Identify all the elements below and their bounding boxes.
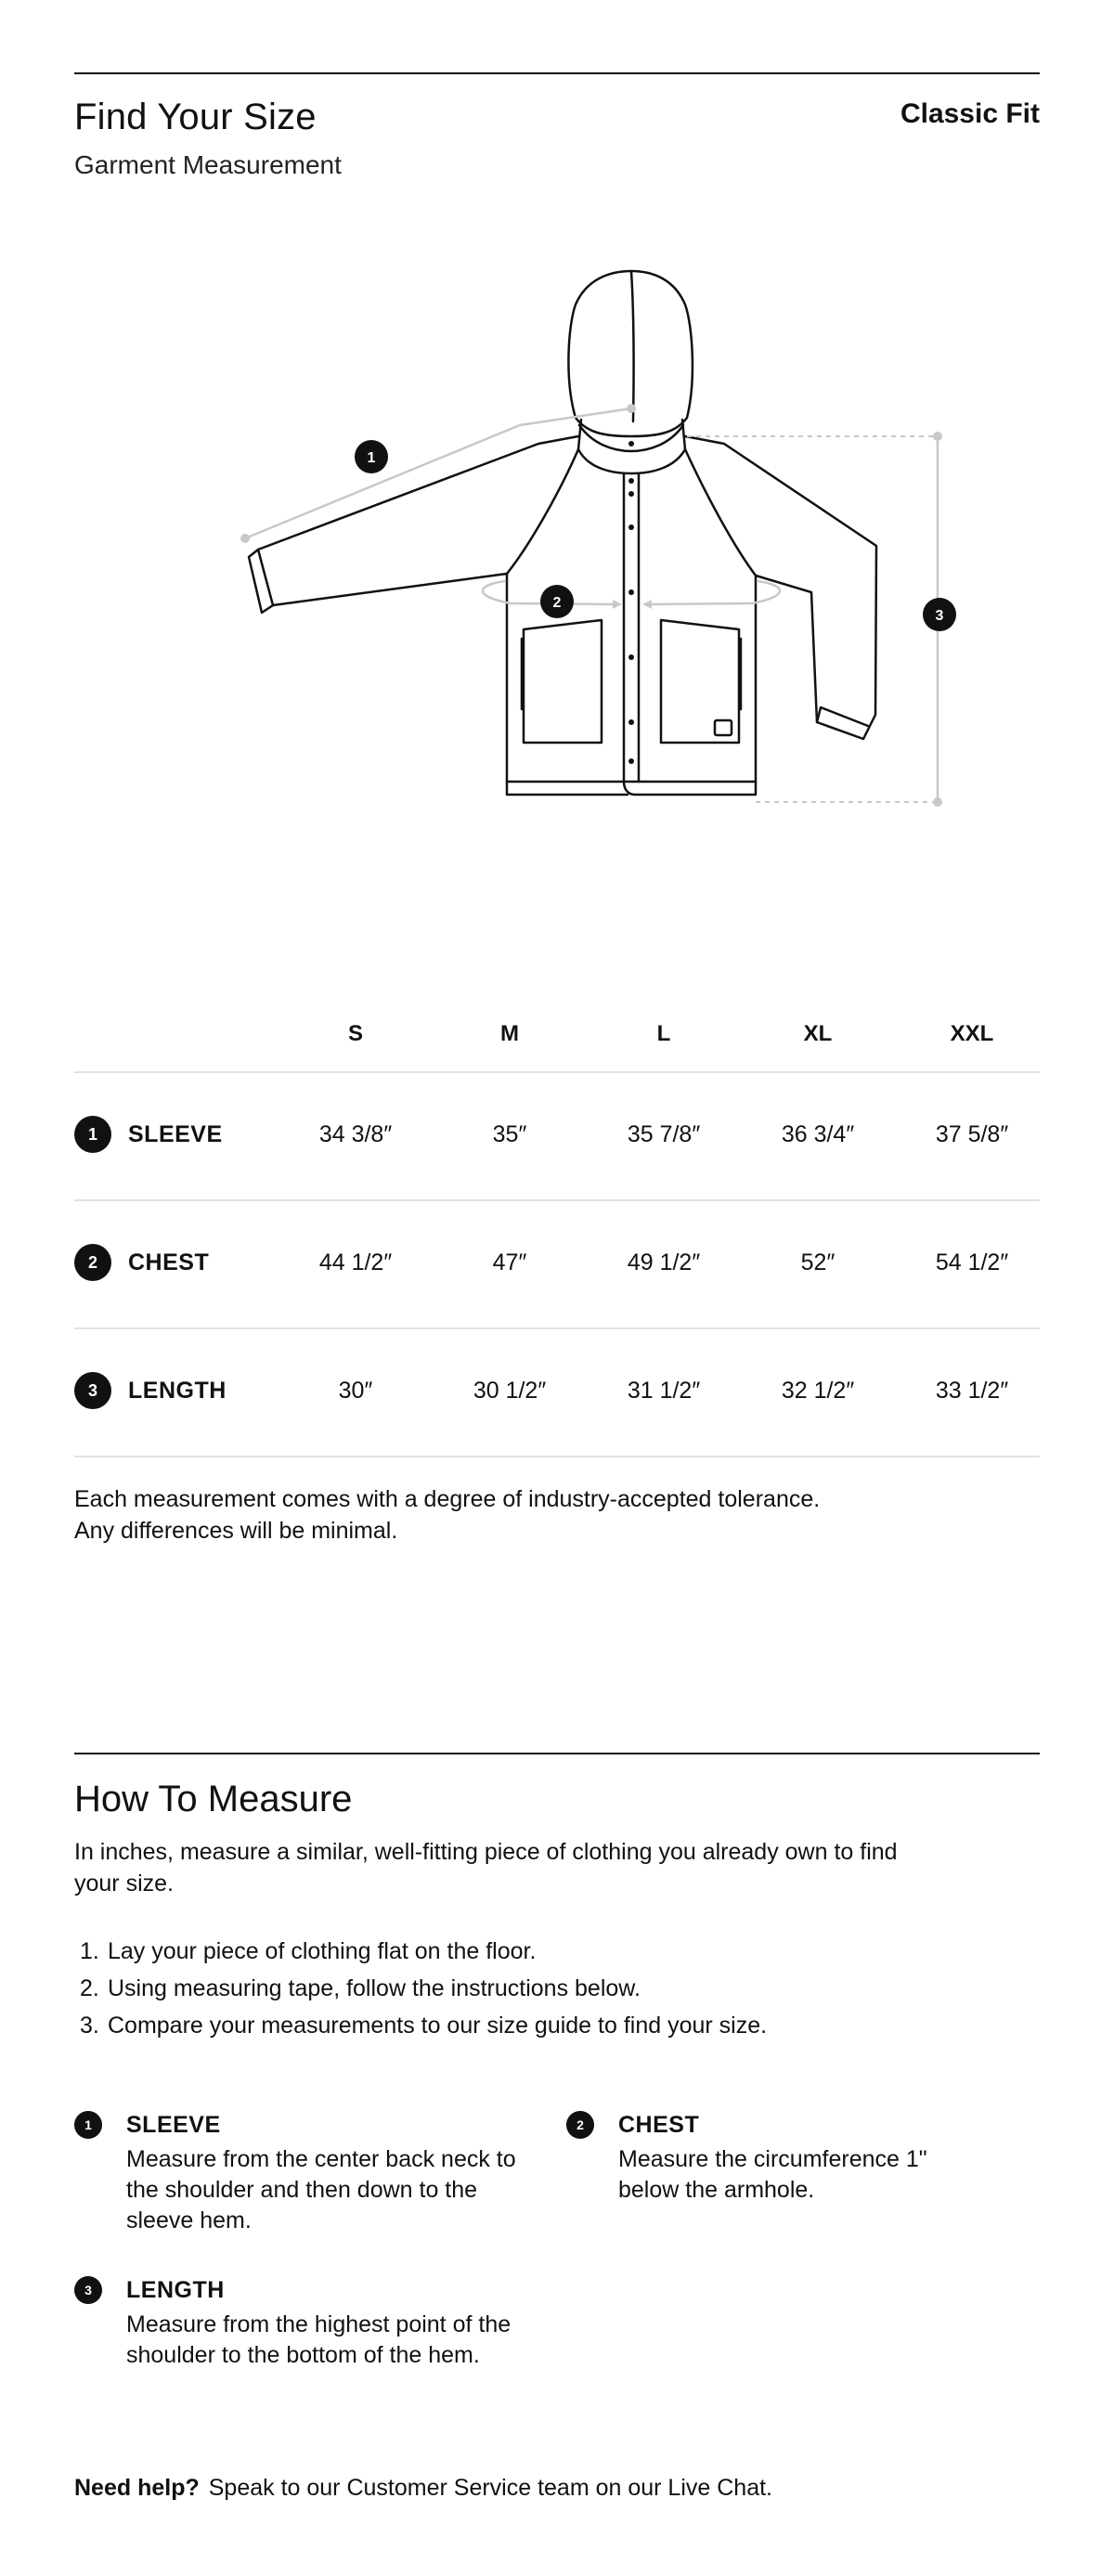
sleeve-measure-line [245,408,631,538]
help-text: Speak to our Customer Service team on our Live Chat. [208,2475,772,2501]
row-badge: 1 [74,1116,111,1153]
measure-name: CHEST [618,2112,700,2138]
right-cuff [817,707,868,726]
table-cell: 44 1/2″ [318,1249,393,1275]
row-badge: 2 [74,1244,111,1281]
measure-badge: 2 [566,2111,594,2139]
page-subtitle: Garment Measurement [74,150,342,179]
measure-sleeve [74,2109,538,2236]
measure-chest [566,2109,1030,2206]
measure-name: SLEEVE [126,2112,221,2138]
table-cell: 36 3/4″ [781,1121,855,1147]
step-item: 1. Lay your piece of clothing flat on the floor. [80,1938,537,1964]
help-line [74,2475,772,2502]
table-cell: 37 5/8″ [935,1121,1009,1147]
table-cell: 52″ [800,1249,836,1275]
row-badge: 3 [74,1372,111,1409]
marker-2 [540,585,574,618]
table-cell: 31 1/2″ [627,1378,701,1404]
section-divider [74,1753,1040,1754]
measure-desc: Measure the circumference 1" below the armhole. [618,2146,927,2203]
table-cell: 30 1/2″ [473,1378,547,1404]
measure-name: LENGTH [126,2277,225,2303]
right-pocket [661,620,739,743]
size-header-l: L [656,1021,671,1046]
fit-label: Classic Fit [900,98,1040,129]
measure-desc: Measure from the highest point of the shoulder to the bottom of the hem. [126,2311,512,2368]
table-row-sleeve [74,1071,1040,1199]
jacket-collar [578,420,685,473]
table-cell: 47″ [492,1249,527,1275]
table-cell: 33 1/2″ [935,1378,1009,1404]
placket [624,473,635,795]
hood-inner [579,425,683,451]
how-to-steps [80,1933,768,2044]
measure-badge: 1 [74,2111,102,2139]
hood-seam [631,271,634,421]
tolerance-note-line-2: Any differences will be minimal. [74,1518,398,1544]
size-header-xxl: XXL [950,1021,994,1046]
measure-badge: 3 [74,2276,102,2304]
step-text: Compare your measurements to our size guide to find your size. [108,2013,768,2039]
tolerance-note-line-1: Each measurement comes with a degree of industry-accepted tolerance. [74,1486,821,1512]
size-header-xl: XL [803,1021,833,1046]
step-text: Using measuring tape, follow the instructions below. [108,1975,641,2001]
jacket-diagram [149,251,1040,845]
size-table [74,1003,1040,1457]
row-label: LENGTH [128,1377,227,1404]
top-divider [74,72,1040,74]
marker-3-label: 3 [935,608,944,624]
how-to-intro: In inches, measure a similar, well-fitting piece of clothing you already own to find your size. [74,1839,898,1896]
how-to-measure-title: How To Measure [74,1779,353,1819]
table-cell: 30″ [338,1378,373,1404]
placket-snaps [628,441,634,764]
marker-1 [355,440,388,473]
marker-1-label: 1 [367,450,376,466]
size-guide-page [74,0,1040,2576]
table-cell: 35″ [492,1121,527,1147]
row-label: CHEST [128,1249,210,1275]
table-row-length [74,1327,1040,1457]
marker-2-label: 2 [552,595,562,611]
table-cell: 49 1/2″ [627,1249,701,1275]
step-text: Lay your piece of clothing flat on the floor. [108,1938,537,1964]
marker-3 [923,598,956,631]
left-sleeve [258,436,578,605]
step-item: 3. Compare your measurements to our size guide to find your size. [80,2013,768,2039]
row-label: SLEEVE [128,1120,223,1147]
help-label: Need help? [74,2475,200,2501]
page-title: Find Your Size [74,97,317,137]
table-cell: 32 1/2″ [781,1378,855,1404]
right-sleeve [685,436,876,739]
table-row-chest [74,1199,1040,1327]
size-header-m: M [500,1021,519,1046]
size-header-s: S [347,1021,363,1046]
table-cell: 54 1/2″ [935,1249,1009,1275]
left-pocket [524,620,602,743]
table-cell: 34 3/8″ [318,1121,393,1147]
size-table-header [74,1003,1040,1071]
tolerance-note [74,1483,820,1547]
measure-length [74,2274,538,2371]
measure-desc: Measure from the center back neck to the shoulder and then down to the sleeve hem. [126,2146,516,2233]
table-cell: 35 7/8″ [627,1121,701,1147]
step-item: 2. Using measuring tape, follow the instructions below. [80,1975,641,2001]
